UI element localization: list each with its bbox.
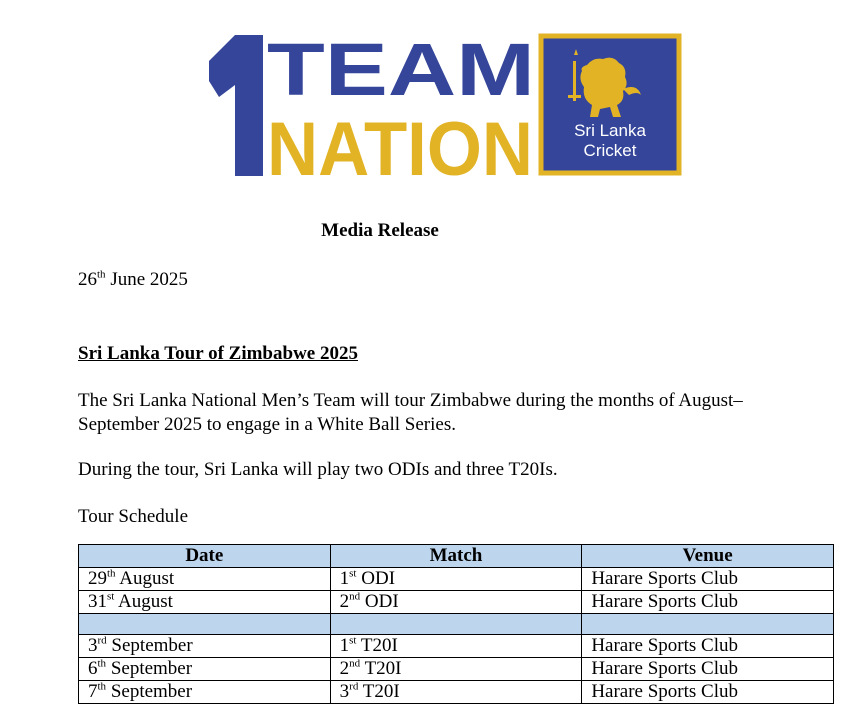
logo-line2: NATION bbox=[267, 107, 533, 178]
cell-venue: Harare Sports Club bbox=[582, 681, 834, 704]
cell-venue: Harare Sports Club bbox=[582, 591, 834, 614]
cell-venue: Harare Sports Club bbox=[582, 568, 834, 591]
date-suffix: th bbox=[97, 268, 106, 281]
cell-match: 3rd T20I bbox=[330, 681, 582, 704]
table-row bbox=[79, 681, 834, 704]
cell-match: 2nd ODI bbox=[330, 591, 582, 614]
cell-venue: Harare Sports Club bbox=[582, 635, 834, 658]
header-match: Match bbox=[330, 545, 582, 568]
tour-schedule-table bbox=[78, 544, 834, 704]
table-row bbox=[79, 635, 834, 658]
cell-date: 6th September bbox=[79, 658, 331, 681]
badge-line2: Cricket bbox=[583, 141, 637, 160]
logo-graphic bbox=[205, 33, 685, 178]
date-rest: June 2025 bbox=[105, 269, 188, 290]
header-date: Date bbox=[79, 545, 331, 568]
cell-date: 31st August bbox=[79, 591, 331, 614]
cell-venue: Harare Sports Club bbox=[582, 658, 834, 681]
header-venue: Venue bbox=[582, 545, 834, 568]
cell-date: 3rd September bbox=[79, 635, 331, 658]
tour-title: Sri Lanka Tour of Zimbabwe 2025 bbox=[78, 343, 358, 364]
logo-line1: TEAM bbox=[267, 33, 535, 111]
cell-match: 1st ODI bbox=[330, 568, 582, 591]
cell-match: 1st T20I bbox=[330, 635, 582, 658]
badge-line1: Sri Lanka bbox=[574, 121, 646, 140]
tour-schedule-label: Tour Schedule bbox=[78, 506, 189, 527]
table-row bbox=[79, 568, 834, 591]
cell-date: 7th September bbox=[79, 681, 331, 704]
tour-description: The Sri Lanka National Men’s Team will tour Zimbabwe during the months of August–September 2025 to engage in a White Ball Series. bbox=[78, 390, 743, 435]
table-header-row bbox=[79, 545, 834, 568]
table-separator-row bbox=[79, 614, 834, 635]
cell-match: 2nd T20I bbox=[330, 658, 582, 681]
logo-numeral-one bbox=[209, 35, 263, 176]
table-row bbox=[79, 591, 834, 614]
tour-format-text: During the tour, Sri Lanka will play two ODIs and three T20Is. bbox=[78, 459, 558, 480]
media-release-heading: Media Release bbox=[321, 220, 439, 241]
table-row bbox=[79, 658, 834, 681]
date-day: 26 bbox=[78, 269, 97, 290]
team-nation-logo bbox=[205, 33, 685, 178]
release-date bbox=[78, 269, 188, 291]
cell-date: 29th August bbox=[79, 568, 331, 591]
